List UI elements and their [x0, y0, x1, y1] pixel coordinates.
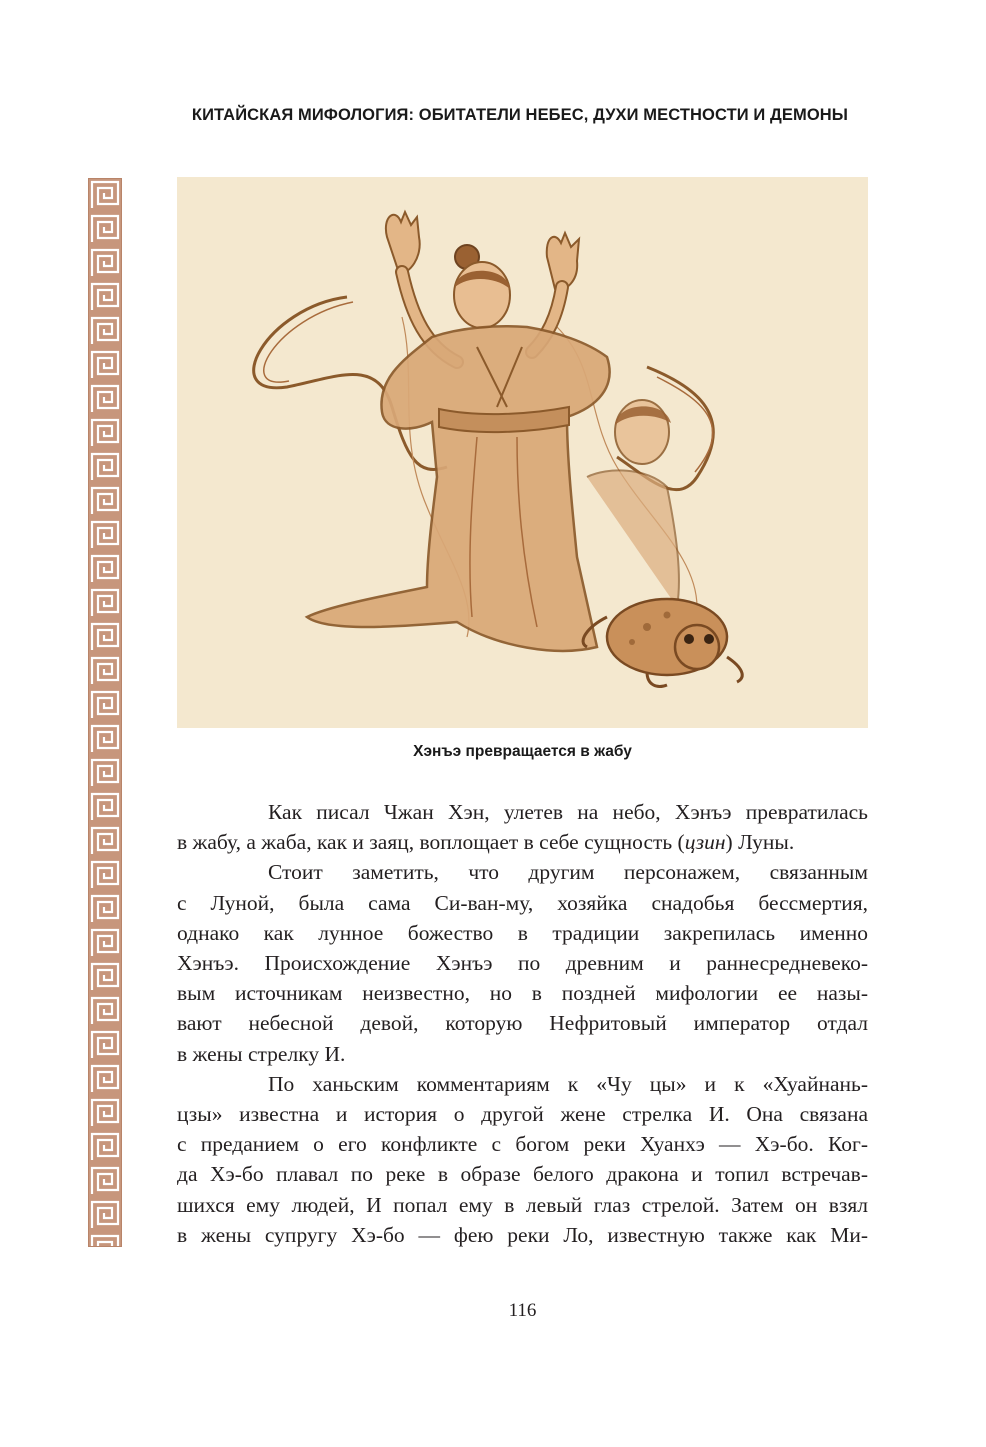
figure-caption: Хэнъэ превращается в жабу	[413, 743, 632, 760]
text-line: Как писал Чжан Хэн, улетев на небо, Хэнъэ превратилась	[268, 800, 868, 824]
paragraph	[177, 797, 868, 857]
text-line: вым источникам неизвестно, но в поздней мифологии ее назы-	[177, 981, 868, 1006]
text-line: шихся ему людей, И попал ему в левый глаз стрелой. Затем он взял	[177, 1192, 868, 1217]
text-line: цзы» известна и история о другой жене стрелка И. Она связана	[177, 1102, 868, 1127]
text-line: да Хэ-бо плавал по реке в образе белого дракона и топил встречав-	[177, 1162, 868, 1187]
text-line: По ханьским комментариям к «Чу цы» и к «Хуайнань-	[268, 1071, 868, 1096]
text-line: в жены супругу Хэ-бо — фею реки Ло, известную также как Ми-	[177, 1222, 868, 1247]
text-line: с Луной, была сама Си-ван-му, хозяйка снадобья бессмертия,	[177, 890, 868, 915]
meander-border	[88, 178, 122, 1247]
paragraph	[177, 1069, 868, 1250]
running-head: КИТАЙСКАЯ МИФОЛОГИЯ: ОБИТАТЕЛИ НЕБЕС, ДУХИ МЕСТНОСТИ И ДЕМОНЫ	[191, 106, 849, 124]
illustration-henge-toad	[177, 177, 868, 728]
text-line: Хэнъэ. Происхождение Хэнъэ по древним и раннесредневеко-	[177, 951, 868, 976]
text-line: однако как лунное божество в традиции закрепилась именно	[177, 920, 868, 945]
body-text	[177, 797, 868, 1250]
italic-term: цзин	[684, 830, 726, 855]
text-segment: ) Луны.	[725, 830, 795, 855]
text-line: Стоит заметить, что другим персонажем, связанным	[268, 860, 868, 885]
text-segment: в жабу, а жаба, как и заяц, воплощает в себе сущность (	[177, 830, 685, 855]
text-line: вают небесной девой, которую Нефритовый император отдал	[177, 1011, 868, 1036]
text-line: в жены стрелку И.	[177, 1041, 346, 1066]
page-number: 116	[508, 1300, 537, 1321]
text-line: с преданием о его конфликте с богом реки Хуанхэ — Хэ-бо. Ког-	[177, 1132, 868, 1157]
paragraph	[177, 857, 868, 1068]
text-line	[177, 827, 868, 857]
